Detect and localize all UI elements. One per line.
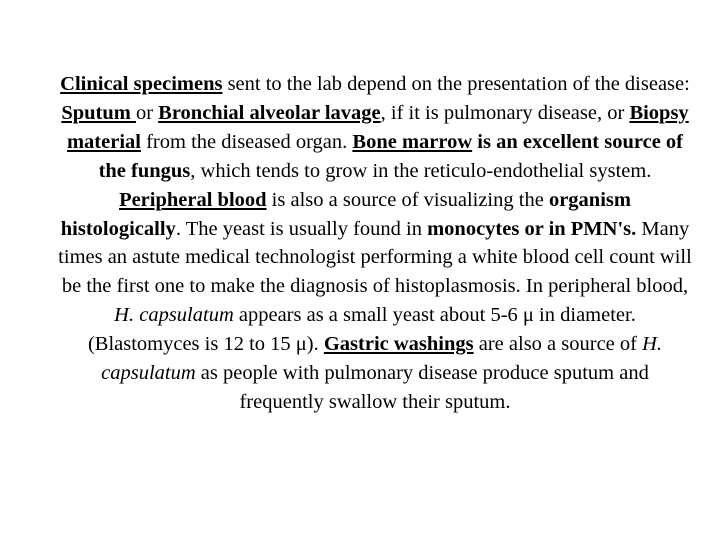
text-segment: from the diseased organ.: [140, 130, 353, 153]
text-segment: or: [135, 101, 159, 124]
body-paragraph: [58, 70, 692, 417]
text-segment: . The yeast is usually found in: [175, 217, 428, 240]
text-segment: as people with pulmonary disease produce sputum and frequently swallow their sputum.: [195, 362, 649, 413]
species-name-italic: H. capsulatum: [101, 333, 663, 385]
text-segment: appears as a small yeast about 5-6 μ in diameter. (Blastomyces is 12 to 15 μ).: [87, 304, 636, 356]
text-segment: , which tends to grow in the reticulo-endothelial system.: [190, 159, 652, 182]
term-gastric-washings: Gastric washings: [323, 333, 474, 356]
term-clinical-specimens: Clinical specimens: [60, 73, 223, 95]
bold-phrase-fungus-source: is an excellent source of the fungus: [98, 130, 684, 182]
text-segment: sent to the lab depend on the presentation of the disease:: [222, 73, 690, 95]
term-peripheral-blood: Peripheral blood: [119, 188, 267, 211]
term-sputum: Sputum: [61, 101, 136, 124]
text-segment: , if it is pulmonary disease, or: [380, 101, 630, 124]
text-segment: is also a source of visualizing the: [266, 188, 549, 211]
term-bone-marrow: Bone marrow: [352, 130, 473, 153]
text-segment: Many times an astute medical technologist performing a white blood cell count will be the first one to make the diagnosis of histoplasmosis. In peripheral blood,: [58, 217, 692, 298]
species-name-italic: H. capsulatum: [114, 304, 234, 327]
text-segment: are also a source of: [473, 333, 643, 356]
term-bronchial-alveolar-lavage: Bronchial alveolar lavage: [158, 101, 381, 124]
bold-phrase-organism-histologically: organism histologically: [60, 188, 631, 240]
bold-phrase-monocytes-pmns: monocytes or in PMN's.: [427, 217, 637, 240]
term-biopsy-material: Biopsy material: [66, 101, 689, 153]
